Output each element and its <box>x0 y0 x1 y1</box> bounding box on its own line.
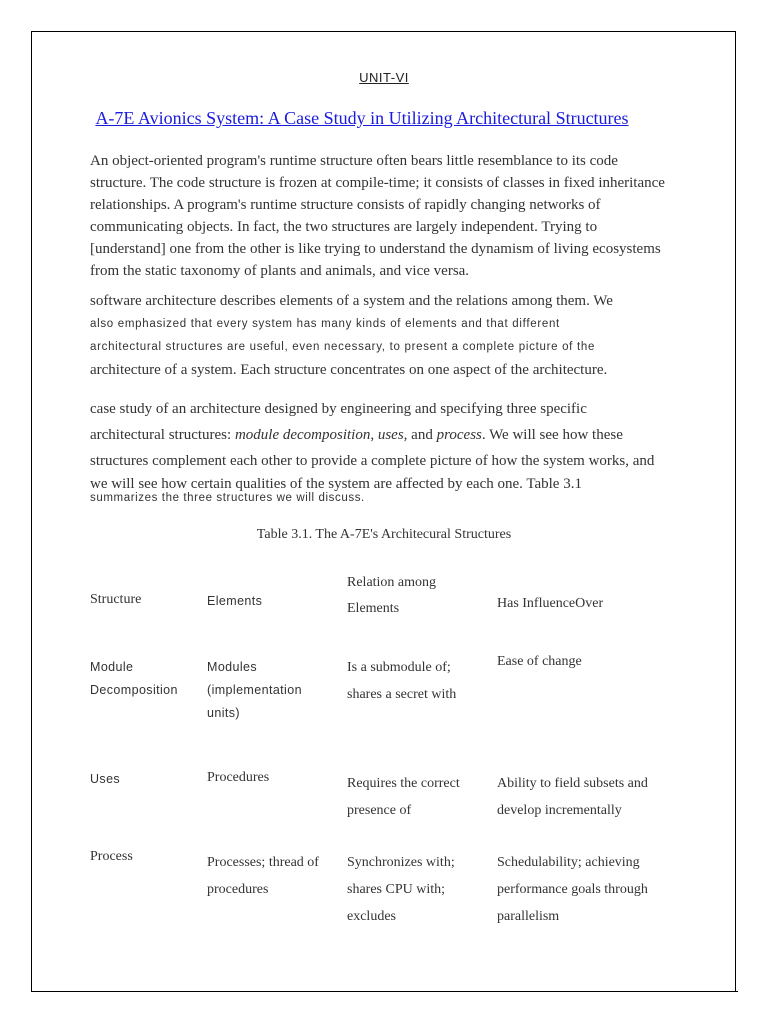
header-influence: Has InfluenceOver <box>497 596 604 611</box>
row3-elements <box>207 849 319 903</box>
row2-influence <box>497 770 648 824</box>
cell-line: shares CPU with; <box>347 882 445 897</box>
header-relation-line: Elements <box>347 601 400 616</box>
table-caption: Table 3.1. The A-7E's Architecural Structures <box>256 527 512 542</box>
emphasis-term: process <box>436 427 482 443</box>
unit-heading: UNIT-VI <box>359 70 409 85</box>
paragraph-2-line: architecture of a system. Each structure concentrates on one aspect of the architecture. <box>90 362 608 378</box>
paragraph-3 <box>90 396 690 494</box>
header-relation <box>347 570 436 622</box>
row3-influence <box>497 849 648 930</box>
cell-line: Ability to field subsets and <box>497 776 648 791</box>
cell-line: Processes; thread of <box>207 855 319 870</box>
emphasis-term: module decomposition, uses <box>234 427 404 443</box>
header-structure: Structure <box>90 592 142 607</box>
paragraph-1: An object-oriented program's runtime structure often bears little resemblance to its code structure. The code structure is frozen at compile-time; it consists of classes in fixed inheritance relationships. A program's runtime structure consists of rapidly changing networks of communicating objects. In fact, the two structures are largely independent. Trying to [understand] one from the other is like trying to understand the dynamism of living ecosystems from the static taxonomy of plants and animals, and vice versa. <box>90 153 665 279</box>
paragraph-3-text: , and <box>403 427 437 443</box>
row2-elements <box>207 770 269 786</box>
row3-structure <box>90 849 133 865</box>
paragraph-3-line: structures complement each other to provide a complete picture of how the system works, and <box>90 453 655 469</box>
row3-relation <box>347 849 455 930</box>
cell-line: Is a submodule of; <box>347 660 451 675</box>
cell-line: shares a secret with <box>347 687 457 702</box>
cell-line: Decomposition <box>90 683 178 697</box>
cell-line: Requires the correct <box>347 776 460 791</box>
row1-influence <box>497 654 582 670</box>
page-bottom-rule <box>31 991 738 992</box>
paragraph-2 <box>90 290 690 382</box>
cell-line: units) <box>207 706 240 720</box>
cell-line: Process <box>90 849 133 864</box>
paragraph-3-line <box>90 422 690 448</box>
row2-structure <box>90 772 120 786</box>
paragraph-3-line: summarizes the three structures we will discuss. <box>90 492 365 504</box>
header-elements: Elements <box>207 594 263 608</box>
row2-relation <box>347 770 460 824</box>
cell-line: (implementation <box>207 683 302 697</box>
paragraph-3-text: architectural structures: <box>90 427 235 443</box>
cell-line: Module <box>90 660 134 674</box>
paragraph-3-line: we will see how certain qualities of the system are affected by each one. Table 3.1 <box>90 476 582 492</box>
paragraph-3-line: case study of an architecture designed by engineering and specifying three specific <box>90 401 587 417</box>
cell-line: Schedulability; achieving <box>497 855 640 870</box>
paragraph-2-line: also emphasized that every system has many kinds of elements and that different <box>90 318 560 330</box>
cell-line: Uses <box>90 772 121 786</box>
row1-relation <box>347 654 456 708</box>
paragraph-2-line: architectural structures are useful, even necessary, to present a complete picture of the <box>90 341 596 353</box>
cell-line: presence of <box>347 803 412 818</box>
paragraph-2-line: software architecture describes elements of a system and the relations among them. We <box>90 293 613 309</box>
cell-line: parallelism <box>497 909 560 924</box>
cell-line: performance goals through <box>497 882 648 897</box>
document-title: A-7E Avionics System: A Case Study in Utilizing Architectural Structures <box>95 108 629 128</box>
row1-structure <box>90 656 178 702</box>
cell-line: Procedures <box>207 770 270 785</box>
cell-line: procedures <box>207 882 269 897</box>
header-relation-line: Relation among <box>347 575 437 590</box>
paragraph-3-text: . We will see how these <box>481 427 623 443</box>
cell-line: Synchronizes with; <box>347 855 455 870</box>
cell-line: develop incrementally <box>497 803 622 818</box>
row1-elements <box>207 656 302 725</box>
cell-line: Ease of change <box>497 654 582 669</box>
cell-line: excludes <box>347 909 396 924</box>
cell-line: Modules <box>207 660 258 674</box>
